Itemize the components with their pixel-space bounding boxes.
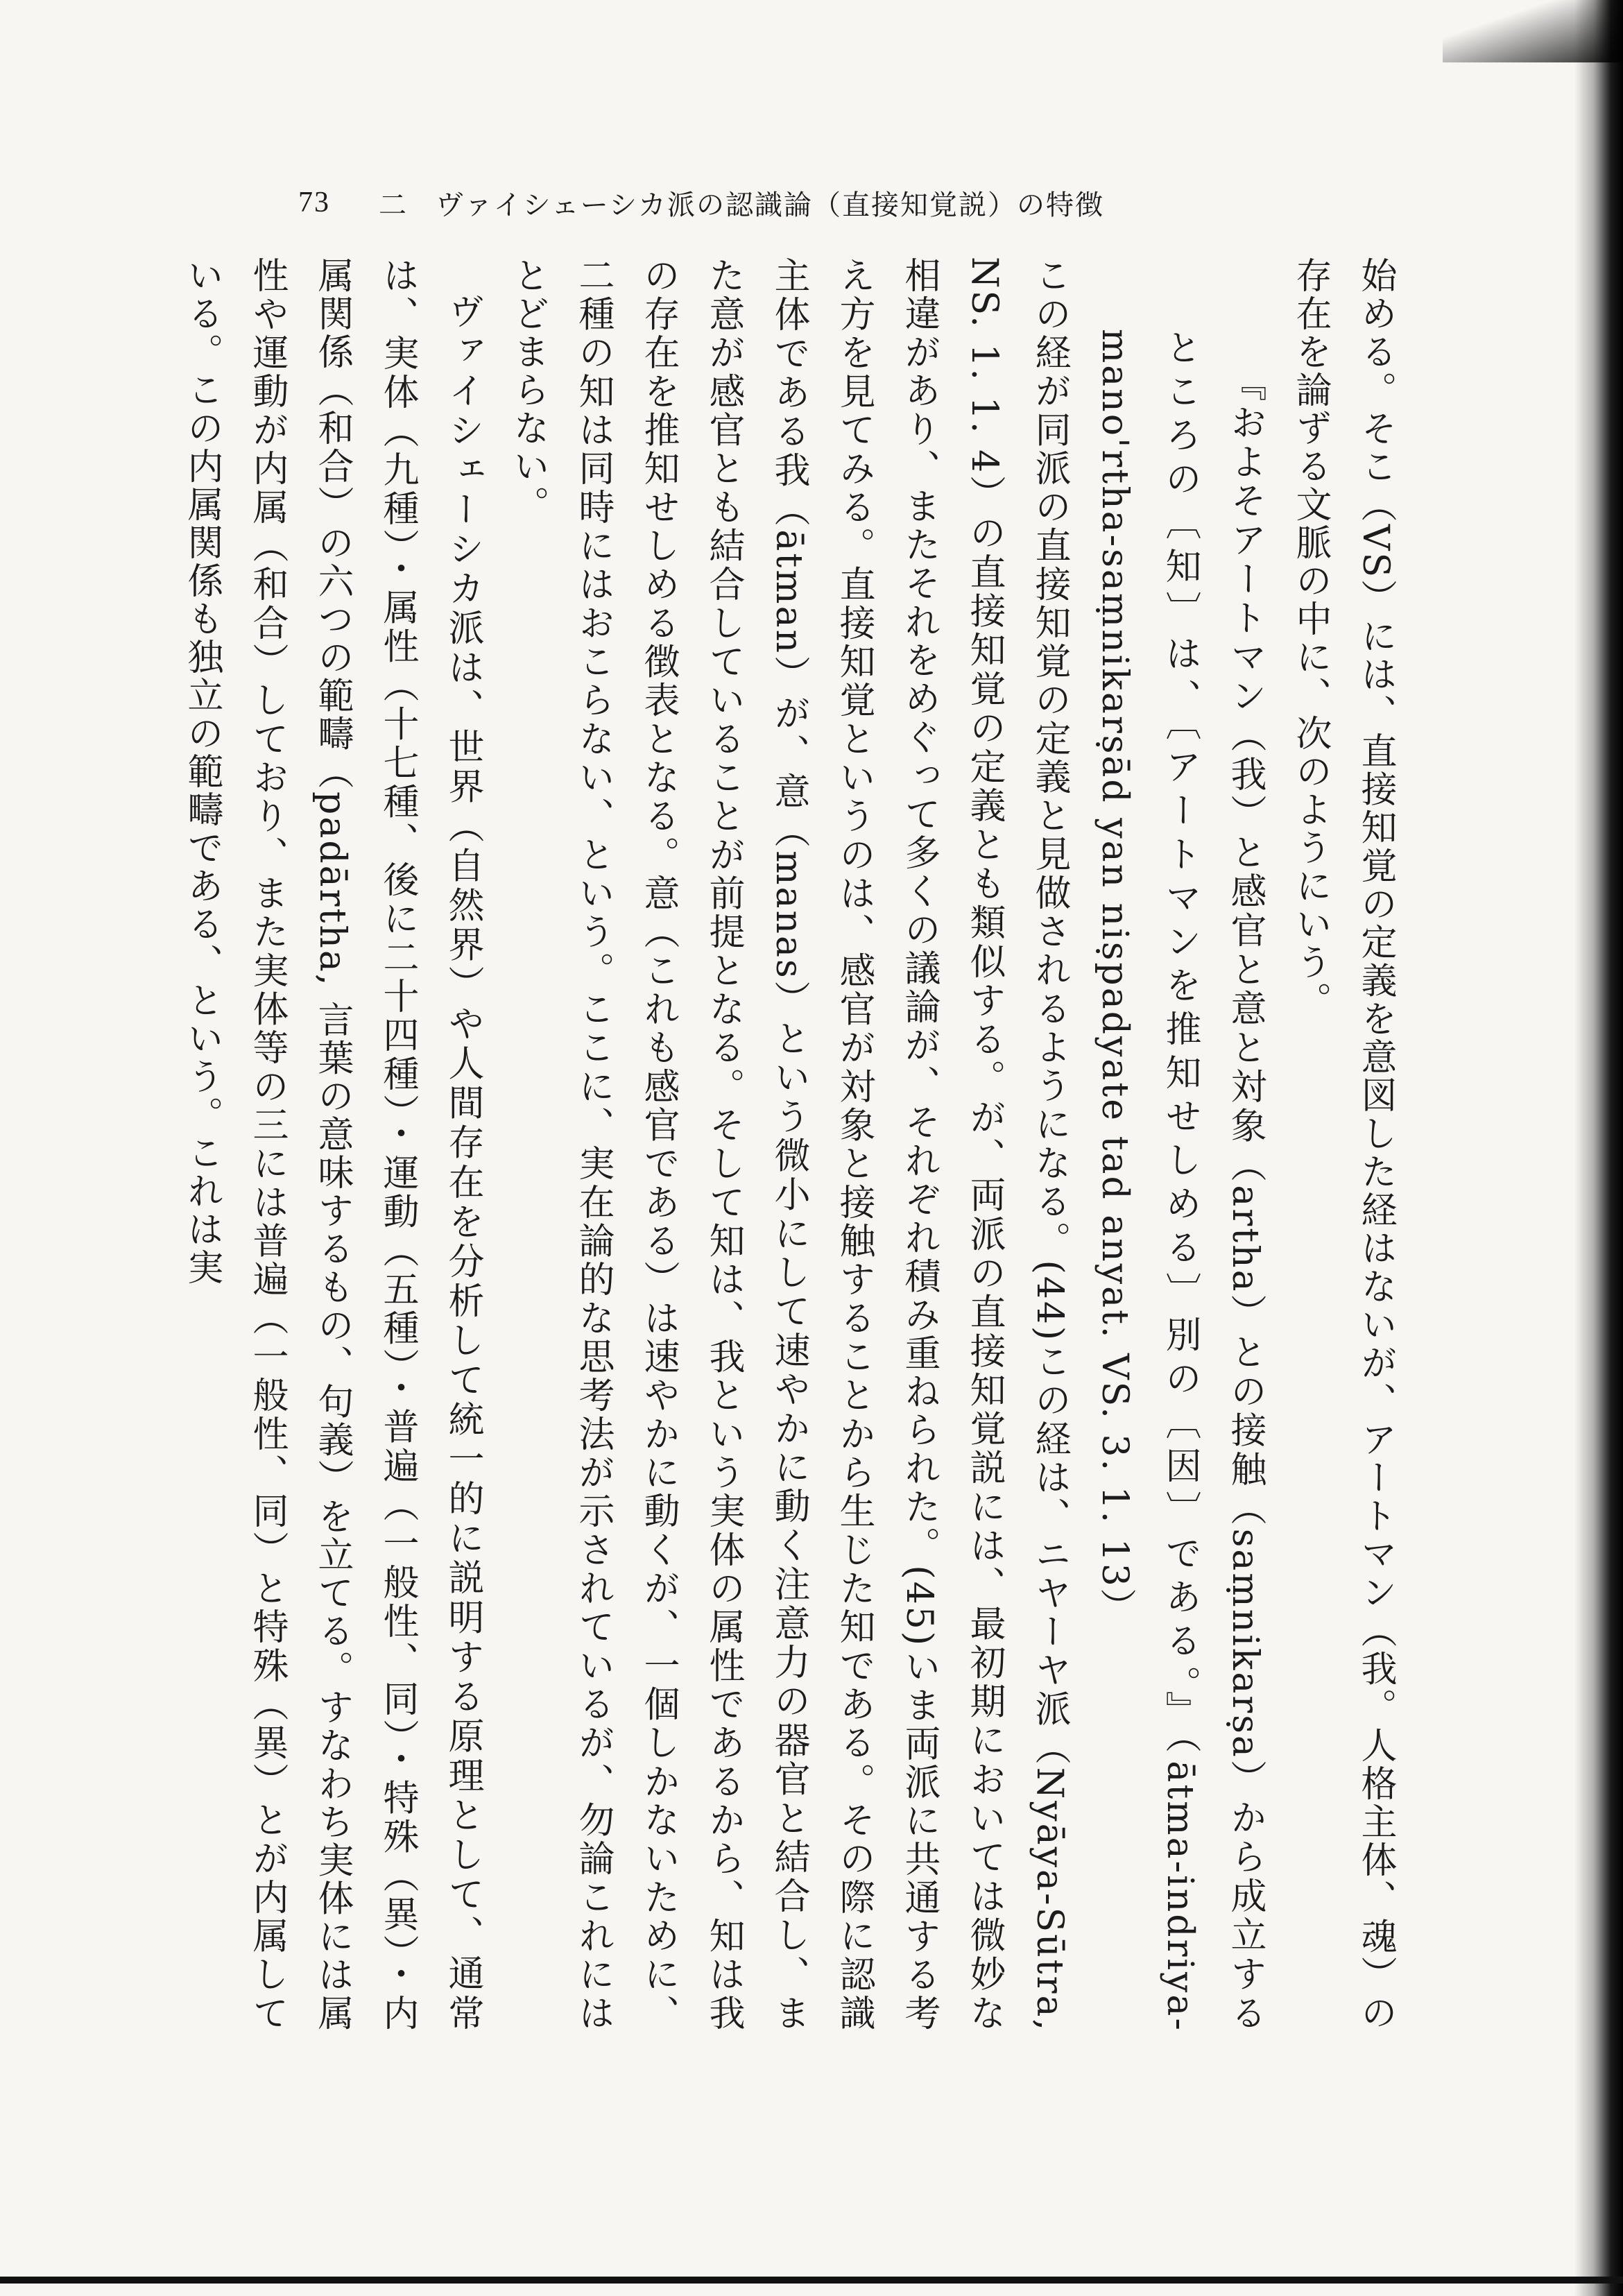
sutra-quotation: 『およそアートマン（我）と感官と意と対象（artha）との接触（saṃnikarṣa）から成立するところの〔知〕は、〔アートマンを推知せしめる〕別の〔因〕である。』（ātma-indriya-mano'rtha-saṃnikarṣād yan niṣpadyate tad anyat. VS. 3. 1. 13） — [1094, 329, 1266, 2033]
chapter-title: ヴァイシェーシカ派の認識論（直接知覚説）の特徴 — [436, 189, 1104, 221]
scan-bottom-edge — [0, 2277, 1623, 2284]
page-number: 73 — [298, 187, 330, 219]
body-text — [181, 257, 1408, 2033]
paragraph: 始める。そこ（VS）には、直接知覚の定義を意図した経はないが、アートマン（我。人格主体、魂）の存在を論ずる文脈の中に、次のようにいう。 — [1289, 257, 1396, 2032]
scan-corner-shadow — [1443, 0, 1623, 62]
paragraph: ヴァイシェーシカ派は、世界（自然界）や人間存在を分析して統一的に説明する原理として、通常は、実体（九種）・属性（十七種、後に二十四種）・運動（五種）・普遍（一般性、同）・特殊（異）・内属関係（和合）の六つの範疇（padārtha, 言葉の意味するもの、句義）を立てる。すなわち実体には属性や運動が内属（和合）しており、また実体等の三には普遍（一般性、同）と特殊（異）とが内属している。この内属関係も独立の範疇である、という。これは実 — [181, 257, 483, 2032]
running-header — [298, 182, 1104, 223]
paragraph: この経が同派の直接知覚の定義と見做されるようになる。(44)この経は、ニヤーヤ派（Nyāya-Sūtra, NS. 1. 1. 4）の直接知覚の定義とも類似する。が、両派の直接知覚説には、最初期においては微妙な相違があり、またそれをめぐって多くの議論が、それぞれ積み重ねられた。(45)いま両派に共通する考え方を見てみる。直接知覚というのは、感官が対象と接触することから生じた知である。その際に認識主体である我（ātman）が、意（manas）という微小にして速やかに動く注意力の器官と結合し、また意が感官とも結合していることが前提となる。そして知は、我という実体の属性であるから、知は我の存在を推知せしめる徴表となる。意（これも感官である）は速やかに動くが、一個しかないために、二種の知は同時にはおこらない、という。ここに、実在論的な思考法が示されているが、勿論これにはとどまらない。 — [507, 257, 1070, 2032]
chapter-number: 二 — [379, 189, 408, 221]
scan-edge-shadow — [1574, 0, 1623, 2296]
